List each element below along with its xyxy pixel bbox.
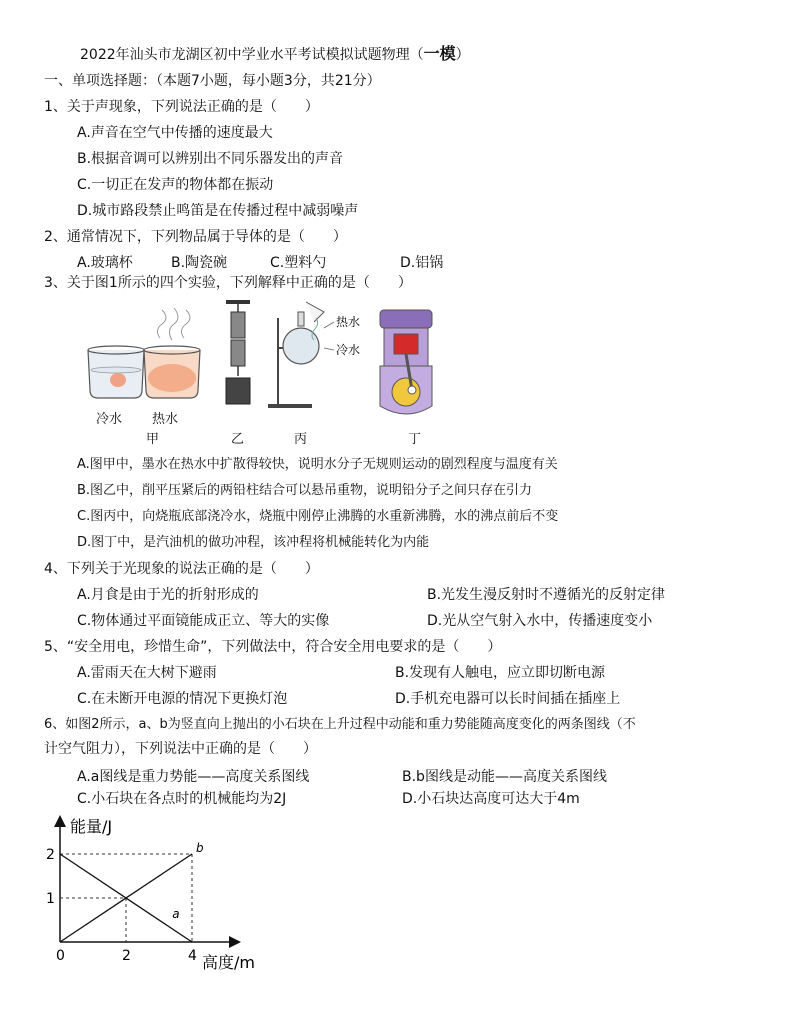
question-4-option-a: A.月食是由于光的折射形成的 <box>77 587 259 603</box>
question-1-option-a: A.声音在空气中传播的速度最大 <box>77 125 273 141</box>
figure-2-chart <box>40 812 280 974</box>
fig-label-bing: 丙 <box>294 432 308 447</box>
engine-diagram <box>380 310 432 414</box>
question-3-option-b: B.图乙中，削平压紧后的两铅柱结合可以悬吊重物，说明铅分子之间只存在引力 <box>77 483 533 498</box>
y-tick-label-1: 1 <box>46 891 55 907</box>
question-2-stem: 2、通常情况下，下列物品属于导体的是（ ） <box>44 229 347 245</box>
question-4-option-b: B.光发生漫反射时不遵循光的反射定律 <box>427 587 666 603</box>
series-label-b: b <box>196 841 204 855</box>
question-5-option-b: B.发现有人触电，应立即切断电源 <box>395 665 606 681</box>
page-title: 2022年汕头市龙湖区初中学业水平考试模拟试题物理（一模） <box>80 44 470 63</box>
series-label-a: a <box>172 906 180 921</box>
question-5-stem: 5、“安全用电，珍惜生命”，下列做法中，符合安全用电要求的是（ ） <box>44 639 502 655</box>
question-2-option-d: D.铝锅 <box>400 255 444 271</box>
question-2-option-a: A.玻璃杯 <box>77 255 133 271</box>
label-hot-water-jia: 热水 <box>152 412 179 427</box>
fig-label-yi: 乙 <box>231 432 245 447</box>
question-6-option-a: A.a图线是重力势能——高度关系图线 <box>77 769 310 785</box>
x-tick-label-2: 2 <box>122 948 131 964</box>
fig-label-ding: 丁 <box>408 432 422 447</box>
beaker-hot-water <box>144 308 200 398</box>
question-1-option-b: B.根据音调可以辨别出不同乐器发出的声音 <box>77 151 344 167</box>
question-5-option-a: A.雷雨天在大树下避雨 <box>77 665 217 681</box>
question-3-option-c: C.图丙中，向烧瓶底部浇冷水，烧瓶中刚停止沸腾的水重新沸腾，水的沸点前后不变 <box>77 509 559 524</box>
section-heading: 一、单项选择题：（本题7小题，每小题3分，共21分） <box>44 73 381 89</box>
question-3-option-d: D.图丁中，是汽油机的做功冲程，该冲程将机械能转化为内能 <box>77 535 430 550</box>
question-6-stem-line2: 计空气阻力），下列说法中正确的是（ ） <box>44 741 317 757</box>
question-6-option-d: D.小石块达高度可达大于4m <box>402 791 580 807</box>
x-axis-label: 高度/m <box>202 953 255 972</box>
figure-1-drawing <box>80 298 440 448</box>
question-3-option-a: A.图甲中，墨水在热水中扩散得较快，说明水分子无规则运动的剧烈程度与温度有关 <box>77 457 558 472</box>
fig-label-jia: 甲 <box>146 432 160 447</box>
beaker-cold-water <box>88 346 144 398</box>
question-5-option-c: C.在未断开电源的情况下更换灯泡 <box>77 691 288 707</box>
x-tick-label-4: 4 <box>188 948 197 964</box>
question-1-option-c: C.一切正在发声的物体都在振动 <box>77 177 274 193</box>
figure-1 <box>80 298 440 448</box>
question-6-option-b: B.b图线是动能——高度关系图线 <box>402 769 607 785</box>
question-4-stem: 4、下列关于光现象的说法正确的是（ ） <box>44 561 319 577</box>
label-cold-water-bing: 冷水 <box>336 343 361 357</box>
question-2-option-c: C.塑料勺 <box>270 255 327 271</box>
question-1-option-d: D.城市路段禁止鸣笛是在传播过程中减弱噪声 <box>77 203 359 219</box>
y-tick-label-2: 2 <box>46 847 55 863</box>
question-4-option-c: C.物体通过平面镜能成正立、等大的实像 <box>77 613 330 629</box>
lead-cylinders <box>226 300 250 404</box>
question-3-stem: 3、关于图1所示的四个实验，下列解释中正确的是（ ） <box>44 275 412 291</box>
label-cold-water-jia: 冷水 <box>96 412 123 427</box>
y-axis-label: 能量/J <box>70 817 113 836</box>
flask-stand <box>268 302 334 408</box>
question-6-stem-line1: 6、如图2所示，a、b为竖直向上抛出的小石块在上升过程中动能和重力势能随高度变化的两条图线（不 <box>44 717 636 732</box>
energy-height-chart <box>40 812 280 974</box>
x-tick-label-0: 0 <box>56 948 65 964</box>
question-1-stem: 1、关于声现象，下列说法正确的是（ ） <box>44 99 319 115</box>
question-6-option-c: C.小石块在各点时的机械能均为2J <box>77 791 287 807</box>
question-4-option-d: D.光从空气射入水中，传播速度变小 <box>427 613 653 629</box>
question-2-option-b: B.陶瓷碗 <box>171 255 228 271</box>
question-5-option-d: D.手机充电器可以长时间插在插座上 <box>395 691 621 707</box>
label-hot-water-bing: 热水 <box>336 315 361 329</box>
